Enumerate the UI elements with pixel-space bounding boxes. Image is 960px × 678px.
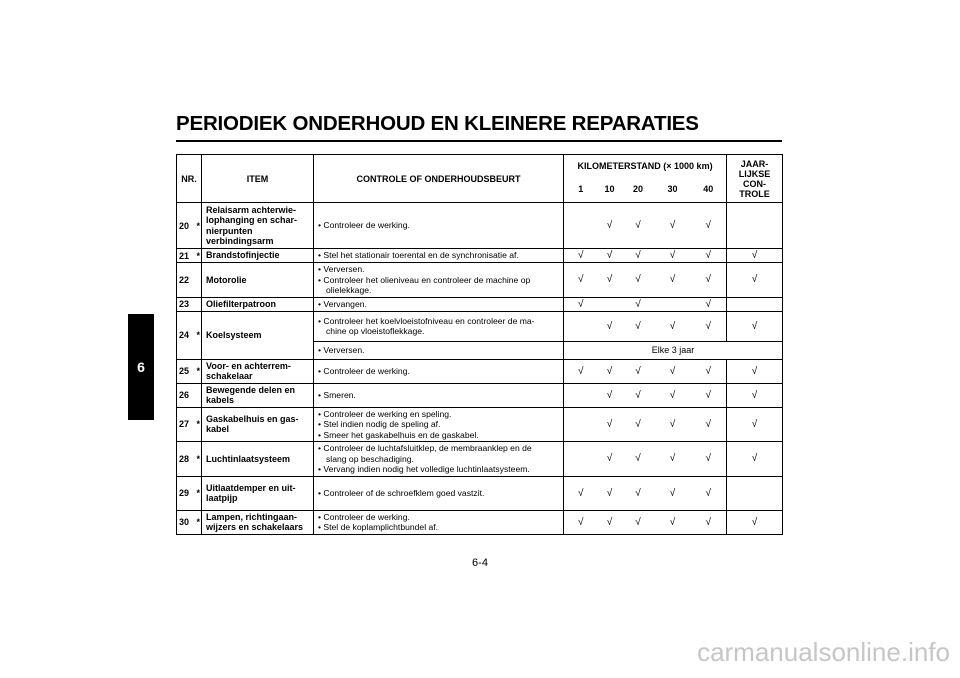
- row-number: 25: [177, 359, 196, 383]
- row-number: 27: [177, 407, 196, 442]
- watermark: carmanualsonline.info: [697, 637, 950, 667]
- title-rule: [176, 140, 782, 142]
- table-row: [177, 510, 783, 534]
- check-cell: √: [655, 359, 691, 383]
- check-cell: √: [727, 311, 783, 341]
- row-number: 26: [177, 383, 196, 407]
- check-cell: [598, 297, 622, 311]
- row-item: Bewegende delen en kabels: [202, 383, 314, 407]
- table-row: [177, 203, 783, 249]
- check-cell: √: [691, 203, 727, 249]
- check-cell: √: [655, 407, 691, 442]
- control-list: [318, 512, 559, 533]
- check-cell: √: [622, 476, 655, 510]
- page-title: PERIODIEK ONDERHOUD EN KLEINERE REPARATIES: [176, 112, 699, 135]
- control-item: • Vervangen.: [318, 299, 559, 310]
- control-list: [318, 250, 559, 261]
- control-list: [318, 220, 559, 231]
- row-number: 28: [177, 442, 196, 477]
- check-cell: √: [564, 359, 598, 383]
- row-star: *: [196, 359, 202, 383]
- check-cell: [564, 407, 598, 442]
- check-cell: √: [691, 249, 727, 263]
- check-cell: √: [564, 476, 598, 510]
- control-item: • Verversen.: [318, 345, 559, 356]
- row-star: *: [196, 476, 202, 510]
- check-cell: √: [727, 407, 783, 442]
- row-control: [314, 263, 564, 298]
- row-item: Voor- en achterrem- schakelaar: [202, 359, 314, 383]
- check-cell: [655, 297, 691, 311]
- check-cell: √: [727, 359, 783, 383]
- row-number: 23: [177, 297, 196, 311]
- check-cell: √: [655, 383, 691, 407]
- row-item: Lampen, richtingaan- wijzers en schakelaars: [202, 510, 314, 534]
- header-nr: NR.: [177, 155, 202, 203]
- check-cell: √: [727, 249, 783, 263]
- row-item: Koelsysteem: [202, 311, 314, 359]
- header-control: CONTROLE OF ONDERHOUDSBEURT: [314, 155, 564, 203]
- check-cell: √: [655, 476, 691, 510]
- control-item: • Controleer de werking.: [318, 220, 559, 231]
- row-control: [314, 510, 564, 534]
- control-item: • Controleer het koelvloeistofniveau en controleer de ma- chine op vloeistoflekkage.: [318, 316, 559, 337]
- row-star: *: [196, 203, 202, 249]
- check-cell: [564, 442, 598, 477]
- check-cell: √: [691, 263, 727, 298]
- control-item: • Controleer de werking en speling.: [318, 409, 559, 420]
- row-item: Motorolie: [202, 263, 314, 298]
- table-row: [177, 407, 783, 442]
- table-row: [177, 297, 783, 311]
- check-cell: √: [727, 383, 783, 407]
- check-cell: [727, 297, 783, 311]
- check-cell: √: [598, 311, 622, 341]
- check-cell: √: [727, 442, 783, 477]
- row-number: 30: [177, 510, 196, 534]
- row-item: Luchtinlaatsysteem: [202, 442, 314, 477]
- row-item: Relaisarm achterwie- lophanging en schar- nierpunten verbindingsarm: [202, 203, 314, 249]
- check-cell: √: [598, 203, 622, 249]
- control-item: • Stel het stationair toerental en de synchronisatie af.: [318, 250, 559, 261]
- table-row: [177, 383, 783, 407]
- row-star: *: [196, 407, 202, 442]
- check-cell: √: [598, 383, 622, 407]
- check-cell: √: [598, 476, 622, 510]
- row-number: 20: [177, 203, 196, 249]
- check-cell: √: [598, 510, 622, 534]
- check-cell: √: [598, 263, 622, 298]
- table-row: [177, 359, 783, 383]
- control-item: • Controleer de werking.: [318, 366, 559, 377]
- check-cell: √: [691, 407, 727, 442]
- control-list: [318, 443, 559, 475]
- km-col-1: 1: [564, 177, 598, 203]
- row-control: [314, 359, 564, 383]
- row-item: Brandstofinjectie: [202, 249, 314, 263]
- check-cell: √: [655, 510, 691, 534]
- check-cell: √: [727, 263, 783, 298]
- control-list: [318, 345, 559, 356]
- check-cell: √: [622, 311, 655, 341]
- chapter-tab: 6: [128, 314, 154, 420]
- control-item: • Controleer het olieniveau en controleer de machine op olielekkage.: [318, 275, 559, 296]
- control-list: [318, 366, 559, 377]
- row-control: [314, 311, 564, 341]
- control-item: • Smeren.: [318, 390, 559, 401]
- check-cell: √: [622, 383, 655, 407]
- check-cell: [727, 203, 783, 249]
- maintenance-table: [176, 154, 783, 535]
- row-control: [314, 297, 564, 311]
- row-control: [314, 442, 564, 477]
- control-item: • Vervang indien nodig het volledige luchtinlaatsysteem.: [318, 464, 559, 475]
- check-cell: √: [622, 203, 655, 249]
- check-cell: √: [622, 297, 655, 311]
- table-row: [177, 311, 783, 341]
- check-cell: √: [598, 407, 622, 442]
- row-control: [314, 476, 564, 510]
- row-control: [314, 203, 564, 249]
- row-star: *: [196, 510, 202, 534]
- check-cell: [564, 311, 598, 341]
- check-cell: √: [655, 442, 691, 477]
- row-control: [314, 249, 564, 263]
- check-cell: √: [622, 407, 655, 442]
- row-number: 29: [177, 476, 196, 510]
- header-item: ITEM: [202, 155, 314, 203]
- row-control: [314, 407, 564, 442]
- check-cell: √: [622, 442, 655, 477]
- table-row: [177, 249, 783, 263]
- check-cell: [727, 476, 783, 510]
- check-cell: √: [622, 263, 655, 298]
- interval-cell: Elke 3 jaar: [564, 341, 783, 359]
- control-list: [318, 409, 559, 441]
- control-item: • Stel indien nodig de speling af.: [318, 419, 559, 430]
- km-col-20: 20: [622, 177, 655, 203]
- check-cell: √: [691, 442, 727, 477]
- control-item: • Smeer het gaskabelhuis en de gaskabel.: [318, 430, 559, 441]
- km-col-10: 10: [598, 177, 622, 203]
- check-cell: √: [564, 297, 598, 311]
- check-cell: [564, 383, 598, 407]
- row-number: 21: [177, 249, 196, 263]
- check-cell: √: [564, 510, 598, 534]
- control-list: [318, 299, 559, 310]
- check-cell: √: [622, 359, 655, 383]
- km-col-30: 30: [655, 177, 691, 203]
- check-cell: √: [564, 263, 598, 298]
- check-cell: √: [598, 359, 622, 383]
- check-cell: √: [691, 383, 727, 407]
- control-list: [318, 390, 559, 401]
- row-number: 22: [177, 263, 196, 298]
- control-list: [318, 316, 559, 337]
- control-list: [318, 264, 559, 296]
- check-cell: √: [655, 263, 691, 298]
- check-cell: √: [691, 510, 727, 534]
- table-row: [177, 263, 783, 298]
- row-star: *: [196, 311, 202, 359]
- row-control: [314, 341, 564, 359]
- check-cell: √: [655, 249, 691, 263]
- check-cell: √: [598, 442, 622, 477]
- check-cell: √: [564, 249, 598, 263]
- check-cell: √: [691, 359, 727, 383]
- check-cell: √: [598, 249, 622, 263]
- control-list: [318, 488, 559, 499]
- row-control: [314, 383, 564, 407]
- check-cell: √: [622, 249, 655, 263]
- row-item: Gaskabelhuis en gas- kabel: [202, 407, 314, 442]
- page-number: 6-4: [472, 557, 488, 569]
- row-star: *: [196, 442, 202, 477]
- header-km: KILOMETERSTAND (× 1000 km): [564, 155, 727, 177]
- check-cell: √: [691, 311, 727, 341]
- table-row: [177, 442, 783, 477]
- row-item: Oliefilterpatroon: [202, 297, 314, 311]
- check-cell: √: [655, 311, 691, 341]
- check-cell: √: [655, 203, 691, 249]
- check-cell: √: [691, 476, 727, 510]
- control-item: • Controleer de werking.: [318, 512, 559, 523]
- check-cell: √: [691, 297, 727, 311]
- km-col-40: 40: [691, 177, 727, 203]
- row-star: *: [196, 250, 200, 261]
- control-item: • Verversen.: [318, 264, 559, 275]
- row-number: 24: [177, 311, 196, 359]
- control-item: • Controleer de luchtafsluitklep, de membraanklep en de slang op beschadiging.: [318, 443, 559, 464]
- table-row: [177, 476, 783, 510]
- control-item: • Controleer of de schroefklem goed vastzit.: [318, 488, 559, 499]
- check-cell: √: [622, 510, 655, 534]
- header-yearly: JAAR- LIJKSE CON- TROLE: [727, 155, 783, 203]
- check-cell: √: [727, 510, 783, 534]
- check-cell: [564, 203, 598, 249]
- control-item: • Stel de koplamplichtbundel af.: [318, 522, 559, 533]
- row-item: Uitlaatdemper en uit- laatpijp: [202, 476, 314, 510]
